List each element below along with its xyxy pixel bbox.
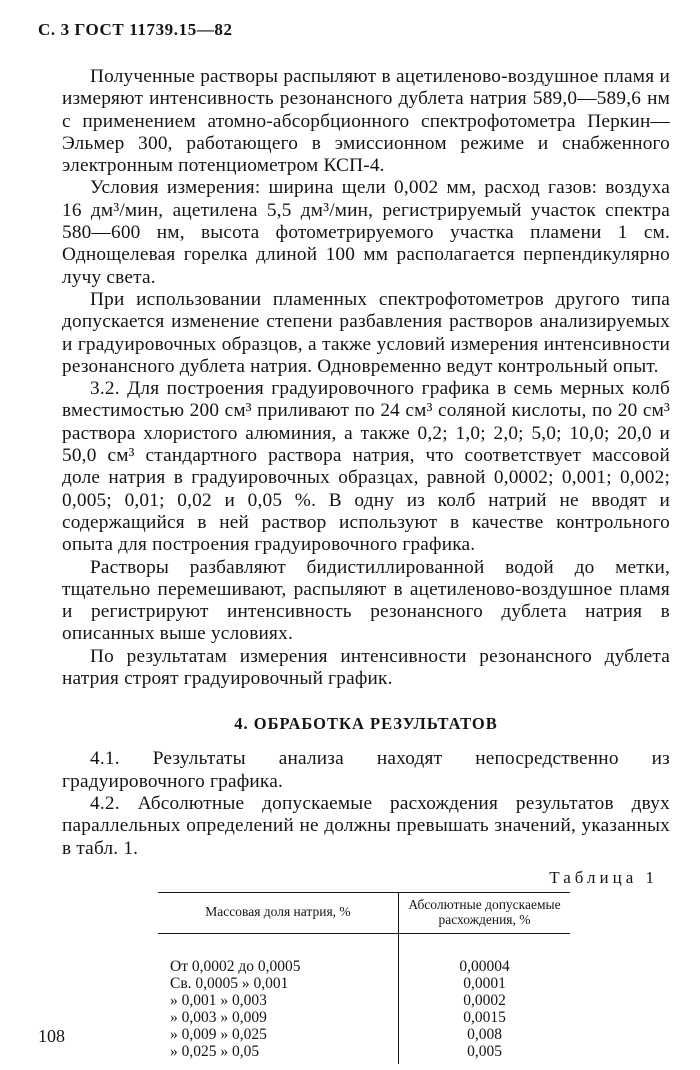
- table-header-cell: Массовая доля натрия, %: [158, 892, 399, 933]
- table-row: [158, 992, 570, 1009]
- paragraph: По результатам измерения интенсивности резонансного дублета натрия строят градуировочный график.: [62, 645, 670, 690]
- table-cell: » 0,001 » 0,003: [170, 991, 267, 1009]
- table-header-cell: Абсолютные допускаемые расхождения, %: [399, 892, 571, 933]
- page-number: 108: [38, 1026, 65, 1046]
- paragraph: При использовании пламенных спектрофотометров другого типа допускается изменение степени разбавления растворов анализируемых и градуировочных образцов, а также условий измерения интенсивности резонансного дублета натрия. Одновременно ведут контрольный опыт.: [62, 288, 670, 377]
- table-cell: 0,0002: [399, 992, 571, 1009]
- table-cell: 0,005: [399, 1043, 571, 1064]
- table-cell: От 0,0002 до 0,0005: [170, 957, 301, 975]
- body-text: [62, 66, 670, 1064]
- table-cell: 0,00004: [399, 933, 571, 975]
- table-row: [158, 1043, 570, 1064]
- table-row: [158, 1026, 570, 1043]
- section-title: 4. ОБРАБОТКА РЕЗУЛЬТАТОВ: [234, 714, 498, 734]
- table-cell: » 0,003 » 0,009: [170, 1008, 267, 1026]
- table-cell: 0,0001: [399, 975, 571, 992]
- paragraph: 4.1. Результаты анализа находят непосредственно из градуировочного графика.: [62, 748, 670, 792]
- paragraph: Полученные растворы распыляют в ацетиленово-воздушное пламя и измеряют интенсивность резонансного дублета натрия 589,0—589,6 нм с применением атомно-абсорбционного спектрофотометра Перкин—Эльмер 300, работающего в эмиссионном режиме и снабженного электронным потенциометром КСП-4.: [62, 66, 670, 177]
- page-header: С. 3 ГОСТ 11739.15—82: [38, 20, 233, 39]
- table-cell: Св. 0,0005 » 0,001: [170, 974, 289, 992]
- paragraph: Условия измерения: ширина щели 0,002 мм, расход газов: воздуха 16 дм³/мин, ацетилена 5,5 дм³/мин, регистрируемый участок спектра 580—600 нм, высота фотометрируемого участка пламени 1 см. Однощелевая горелка длиной 100 мм располагается перпендикулярно лучу света.: [62, 177, 670, 288]
- paragraph: 3.2. Для построения градуировочного графика в семь мерных колб вместимостью 200 см³ приливают по 24 см³ соляной кислоты, по 20 см³ раствора хлористого алюминия, а также 0,2; 1,0; 2,0; 5,0; 10,0; 20,0 и 50,0 см³ стандартного раствора натрия, что соответствует массовой доле натрия в градуировочных образцах, равной 0,0002; 0,001; 0,002; 0,005; 0,01; 0,02 и 0,05 %. В одну из колб натрий не вводят и содержащийся в ней раствор используют в качестве контрольного опыта для построения градуировочного графика.: [62, 378, 670, 556]
- table-row: [158, 933, 570, 975]
- table-cell: 0,008: [399, 1026, 571, 1043]
- table-row: [158, 1009, 570, 1026]
- table-caption: Таблица 1: [549, 867, 658, 887]
- table-row: [158, 975, 570, 992]
- paragraph: 4.2. Абсолютные допускаемые расхождения результатов двух параллельных определений не должны превышать значений, указанных в табл. 1.: [62, 792, 670, 859]
- table-header-row: [158, 892, 570, 933]
- table-cell: » 0,009 » 0,025: [170, 1025, 267, 1043]
- paragraph: Растворы разбавляют бидистиллированной водой до метки, тщательно перемешивают, распыляют в ацетиленово-воздушное пламя и регистрируют интенсивность резонансного дублета натрия в описанных выше условиях.: [62, 556, 670, 645]
- tolerance-table: [158, 892, 570, 1064]
- table-cell: » 0,025 » 0,05: [170, 1042, 260, 1060]
- table-cell: 0,0015: [399, 1009, 571, 1026]
